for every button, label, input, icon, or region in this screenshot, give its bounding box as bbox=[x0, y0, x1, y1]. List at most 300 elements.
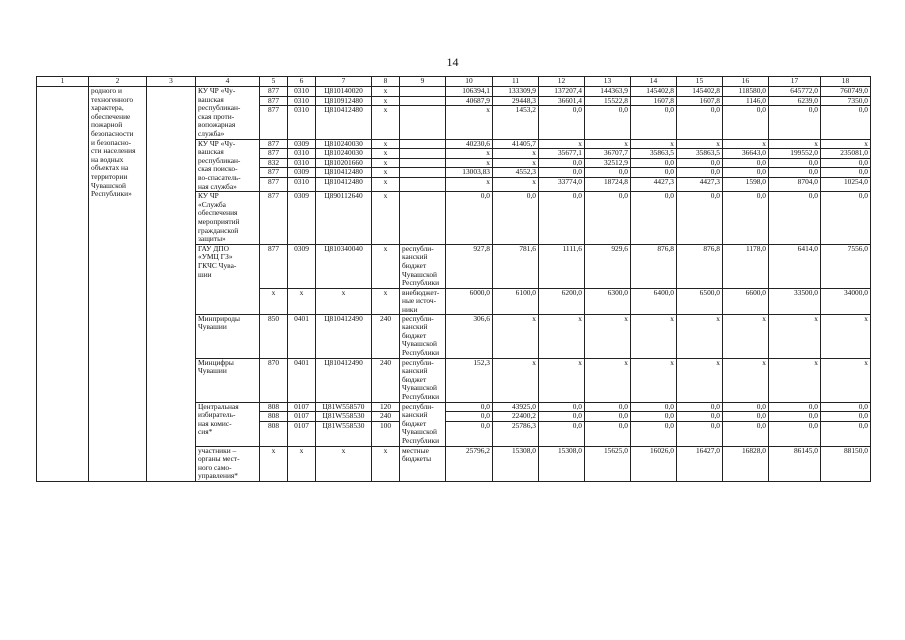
cell-line: 0,0 bbox=[769, 411, 820, 421]
cell-line: 4427,3 bbox=[631, 177, 676, 187]
value-block bbox=[677, 191, 722, 244]
cell-line bbox=[587, 384, 628, 393]
value-block bbox=[821, 446, 870, 481]
cell-line: 0,0 bbox=[539, 411, 584, 421]
cell-line bbox=[771, 253, 818, 262]
cell-line bbox=[495, 376, 536, 385]
cell-line bbox=[541, 376, 582, 385]
cell-line: 0107 bbox=[288, 411, 315, 421]
cell-line: 877 bbox=[260, 177, 287, 187]
cell-line: 1178,0 bbox=[745, 243, 766, 253]
column-number: 8 bbox=[372, 77, 400, 87]
cell-line: 4552,3 bbox=[493, 167, 538, 177]
cell-line: х bbox=[716, 313, 720, 323]
cell-line bbox=[318, 340, 369, 349]
cell-line bbox=[633, 455, 674, 464]
cell-line bbox=[262, 393, 285, 402]
value-block bbox=[288, 191, 315, 244]
cell-line: х bbox=[762, 357, 766, 367]
cell-line bbox=[495, 367, 536, 376]
cell-line bbox=[290, 253, 313, 262]
cell-line: 145402,8 bbox=[692, 86, 720, 95]
cell-line: 0,0 bbox=[769, 105, 820, 115]
cell-line: х bbox=[814, 138, 818, 148]
value-block bbox=[400, 358, 445, 402]
cell-line bbox=[541, 455, 582, 464]
cell-line: х bbox=[670, 357, 674, 367]
cell-line bbox=[290, 332, 313, 341]
cell-line bbox=[725, 455, 766, 464]
cell-line: сия* bbox=[198, 427, 213, 437]
cell-line bbox=[400, 148, 445, 158]
cell-line: х bbox=[383, 243, 388, 253]
cell-line bbox=[679, 455, 720, 464]
cell-line: 0,0 bbox=[769, 167, 820, 177]
cell-line bbox=[823, 253, 868, 262]
cell-line: 0,0 bbox=[664, 191, 674, 201]
cell-line bbox=[725, 332, 766, 341]
cell-line: 6200,0 bbox=[539, 288, 584, 298]
value-block bbox=[400, 446, 445, 481]
cell-line: «Служба bbox=[198, 199, 226, 209]
cell-line bbox=[541, 340, 582, 349]
cell-line: Чувашской bbox=[91, 180, 127, 190]
value-block bbox=[448, 87, 490, 139]
value-column-7 bbox=[316, 87, 372, 482]
cell-line bbox=[725, 340, 766, 349]
cell-line: 1146,0 bbox=[723, 96, 768, 106]
column-number: 2 bbox=[89, 77, 147, 87]
cell-line bbox=[823, 349, 868, 358]
cell-line: 0,0 bbox=[756, 191, 766, 201]
cell-line: 877 bbox=[267, 138, 280, 148]
cell-line: Центральная bbox=[198, 401, 239, 411]
cell-line: техногенного bbox=[91, 94, 134, 104]
cell-line: х bbox=[372, 288, 399, 298]
value-block bbox=[823, 87, 868, 139]
cell-line bbox=[541, 384, 582, 393]
cell-line bbox=[374, 349, 397, 358]
cell-line: Ц81W558530 bbox=[316, 411, 371, 421]
value-block bbox=[316, 191, 371, 244]
cell-line: внебюджет- bbox=[400, 288, 445, 298]
cell-line: канский bbox=[402, 366, 428, 376]
cell-line bbox=[290, 393, 313, 402]
cell-line: х bbox=[814, 313, 818, 323]
cell-line: 1607,8 bbox=[631, 96, 676, 106]
cell-line: 240 bbox=[372, 411, 399, 421]
value-block bbox=[316, 244, 371, 314]
cell-line bbox=[725, 323, 766, 332]
column-number: 3 bbox=[147, 77, 196, 87]
value-block bbox=[769, 314, 820, 358]
value-block bbox=[446, 402, 492, 446]
cell-line bbox=[823, 340, 868, 349]
cell-line: 6000,0 bbox=[446, 288, 492, 298]
cell-line bbox=[290, 384, 313, 393]
executor-cell bbox=[196, 87, 260, 482]
value-block bbox=[446, 314, 492, 358]
value-block bbox=[821, 191, 870, 244]
value-block bbox=[316, 358, 371, 402]
cell-line: вашская bbox=[198, 147, 224, 157]
cell-line: 15522,8 bbox=[585, 96, 630, 106]
value-block bbox=[372, 139, 399, 192]
cell-line: х bbox=[372, 105, 399, 115]
value-block bbox=[446, 446, 492, 481]
program-description-cell bbox=[89, 87, 147, 482]
cell-line: 88150,0 bbox=[843, 445, 868, 455]
value-block bbox=[821, 358, 870, 402]
executor-block bbox=[196, 446, 259, 481]
cell-line bbox=[290, 349, 313, 358]
value-block bbox=[585, 139, 630, 192]
cell-line: 1453,2 bbox=[493, 105, 538, 115]
cell-line: 240 bbox=[379, 313, 392, 323]
cell-line bbox=[495, 340, 536, 349]
cell-line: 0309 bbox=[294, 243, 309, 253]
cell-line: 6600,0 bbox=[723, 288, 768, 298]
cell-line: 240 bbox=[379, 357, 392, 367]
value-block bbox=[631, 402, 676, 446]
cell-line: 0310 bbox=[288, 158, 315, 168]
cell-line: х bbox=[578, 138, 582, 148]
cell-line: 0,0 bbox=[585, 421, 630, 431]
cell-line bbox=[448, 393, 490, 402]
cell-line bbox=[318, 367, 369, 376]
cell-line: участники – bbox=[198, 445, 237, 455]
cell-line bbox=[771, 262, 818, 271]
cell-line: х bbox=[372, 177, 399, 187]
column-number: 18 bbox=[821, 77, 871, 87]
cell-line: канский bbox=[402, 410, 428, 420]
cell-line bbox=[290, 340, 313, 349]
cell-line: 0401 bbox=[294, 357, 309, 367]
cell-line: 832 bbox=[260, 158, 287, 168]
cell-line: 29448,3 bbox=[493, 96, 538, 106]
value-block bbox=[288, 446, 315, 481]
cell-line: х bbox=[372, 158, 399, 168]
value-block bbox=[495, 87, 536, 139]
column-number: 14 bbox=[631, 77, 677, 87]
value-column-6 bbox=[288, 87, 316, 482]
cell-line bbox=[262, 332, 285, 341]
cell-line: канский bbox=[402, 252, 428, 262]
value-block bbox=[821, 244, 870, 314]
cell-line bbox=[318, 384, 369, 393]
value-block bbox=[723, 402, 768, 446]
cell-line: избиратель- bbox=[198, 410, 236, 420]
cell-line: 877 bbox=[260, 148, 287, 158]
cell-line bbox=[771, 279, 818, 288]
value-column-9 bbox=[400, 87, 446, 482]
value-block bbox=[821, 139, 870, 192]
value-block bbox=[539, 139, 584, 192]
cell-line: Ц810140020 bbox=[324, 86, 363, 95]
cell-line: 0,0 bbox=[677, 158, 722, 168]
value-block bbox=[260, 139, 287, 192]
cell-line: Ц810912480 bbox=[316, 96, 371, 106]
cell-line: сти населения bbox=[91, 146, 136, 156]
cell-line: х bbox=[864, 138, 868, 148]
cell-line bbox=[679, 323, 720, 332]
cell-line: 0,0 bbox=[585, 105, 630, 115]
cell-line: 0310 bbox=[288, 96, 315, 106]
cell-line: Чувашии bbox=[198, 366, 227, 376]
value-block bbox=[631, 191, 676, 244]
cell-line bbox=[679, 332, 720, 341]
cell-line: 0,0 bbox=[723, 421, 768, 431]
cell-line bbox=[290, 271, 313, 280]
column-number: 11 bbox=[493, 77, 539, 87]
cell-line: 0,0 bbox=[710, 191, 720, 201]
value-block bbox=[539, 191, 584, 244]
value-block bbox=[316, 446, 371, 481]
cell-line bbox=[541, 262, 582, 271]
cell-line bbox=[633, 297, 674, 306]
cell-line bbox=[318, 271, 369, 280]
value-block bbox=[723, 358, 768, 402]
cell-line: 877 bbox=[267, 243, 280, 253]
executor-block bbox=[196, 191, 259, 244]
value-block bbox=[631, 314, 676, 358]
value-block bbox=[677, 139, 722, 192]
cell-line: 0107 bbox=[288, 421, 315, 431]
cell-line: 0,0 bbox=[631, 105, 676, 115]
cell-line bbox=[541, 279, 582, 288]
cell-line: 36601,4 bbox=[539, 96, 584, 106]
cell-line: КУ ЧР «Чу- bbox=[198, 138, 236, 148]
cell-line bbox=[541, 297, 582, 306]
cell-line: 36643,0 bbox=[723, 148, 768, 158]
cell-line: х bbox=[716, 357, 720, 367]
cell-line: 781,6 bbox=[519, 243, 536, 253]
cell-line: 877 bbox=[267, 86, 280, 95]
value-block bbox=[631, 358, 676, 402]
cell-line bbox=[541, 323, 582, 332]
value-column-11 bbox=[493, 87, 539, 482]
cell-line: х bbox=[864, 313, 868, 323]
value-block bbox=[769, 139, 820, 192]
value-block bbox=[539, 402, 584, 446]
cell-line bbox=[262, 279, 285, 288]
cell-line: Ц81W558530 bbox=[316, 421, 371, 431]
cell-line: Ц81W558570 bbox=[322, 401, 365, 411]
cell-line: республикан- bbox=[198, 103, 241, 113]
cell-line: х bbox=[493, 148, 538, 158]
cell-line: 15308,0 bbox=[557, 445, 582, 455]
cell-line: 0310 bbox=[288, 148, 315, 158]
value-block bbox=[677, 244, 722, 314]
value-block bbox=[585, 314, 630, 358]
cell-line bbox=[448, 297, 490, 306]
cell-line bbox=[290, 279, 313, 288]
cell-line bbox=[587, 262, 628, 271]
cell-line: 0,0 bbox=[808, 401, 818, 411]
column-number: 15 bbox=[677, 77, 723, 87]
value-block bbox=[260, 358, 287, 402]
cell-line: 6500,0 bbox=[677, 288, 722, 298]
cell-line bbox=[679, 253, 720, 262]
cell-line: республикан- bbox=[198, 155, 241, 165]
value-block bbox=[539, 446, 584, 481]
cell-line: Чувашии bbox=[198, 322, 227, 332]
cell-line: Ц810240030 bbox=[324, 138, 363, 148]
cell-line bbox=[290, 376, 313, 385]
value-block bbox=[372, 402, 399, 446]
cell-line bbox=[633, 340, 674, 349]
cell-line: безопасности bbox=[91, 128, 134, 138]
cell-line: КУ ЧР bbox=[198, 191, 219, 201]
cell-line: 850 bbox=[267, 313, 280, 323]
executor-block bbox=[196, 139, 259, 192]
cell-line: 137207,4 bbox=[554, 86, 582, 95]
cell-line: 16427,0 bbox=[695, 445, 720, 455]
cell-line bbox=[679, 262, 720, 271]
cell-line bbox=[541, 393, 582, 402]
cell-line: характера, bbox=[91, 103, 124, 113]
cell-line: 6300,0 bbox=[585, 288, 630, 298]
cell-line: обеспечения bbox=[198, 208, 238, 218]
cell-line bbox=[400, 177, 445, 187]
cell-line bbox=[679, 384, 720, 393]
cell-line: 0,0 bbox=[723, 167, 768, 177]
cell-line: управления* bbox=[198, 471, 238, 481]
value-block bbox=[769, 358, 820, 402]
cell-line: 145402,8 bbox=[646, 86, 674, 95]
cell-line: на водных bbox=[91, 154, 124, 164]
executor-block bbox=[196, 358, 259, 402]
cell-line: х bbox=[383, 191, 388, 201]
cell-line bbox=[771, 384, 818, 393]
cell-line bbox=[262, 271, 285, 280]
cell-line: 0,0 bbox=[585, 167, 630, 177]
cell-line bbox=[448, 340, 490, 349]
cell-line: 7556,0 bbox=[847, 243, 868, 253]
column-number: 7 bbox=[316, 77, 372, 87]
cell-line bbox=[587, 323, 628, 332]
cell-line: 0,0 bbox=[769, 421, 820, 431]
cell-line: х bbox=[762, 138, 766, 148]
cell-line: республи- bbox=[402, 243, 434, 253]
cell-line bbox=[725, 271, 766, 280]
cell-line: 43925,0 bbox=[511, 401, 536, 411]
value-column-10 bbox=[446, 87, 493, 482]
cell-line: 877 bbox=[260, 96, 287, 106]
cell-line: х bbox=[864, 357, 868, 367]
value-block bbox=[372, 244, 399, 314]
value-block bbox=[821, 402, 870, 446]
col-1-cell bbox=[37, 87, 89, 482]
cell-line: республи- bbox=[402, 357, 434, 367]
value-block bbox=[493, 446, 538, 481]
cell-line: 0,0 bbox=[821, 105, 870, 115]
cell-line bbox=[262, 376, 285, 385]
cell-line: Ц810412480 bbox=[316, 105, 371, 115]
cell-line: х bbox=[670, 313, 674, 323]
cell-line: 0,0 bbox=[526, 191, 536, 201]
cell-line: 306,6 bbox=[473, 313, 490, 323]
cell-line: 7350,0 bbox=[821, 96, 870, 106]
cell-line: 0,0 bbox=[821, 411, 870, 421]
cell-line bbox=[495, 349, 536, 358]
value-block bbox=[400, 139, 445, 192]
cell-line bbox=[495, 253, 536, 262]
value-block bbox=[585, 446, 630, 481]
value-block bbox=[288, 358, 315, 402]
cell-line bbox=[318, 455, 369, 464]
cell-line bbox=[448, 271, 490, 280]
cell-line: Минцифры bbox=[198, 357, 234, 367]
cell-line bbox=[262, 253, 285, 262]
cell-line bbox=[374, 384, 397, 393]
cell-line bbox=[374, 323, 397, 332]
cell-line bbox=[374, 376, 397, 385]
cell-line: Республики bbox=[402, 278, 440, 288]
cell-line: ная комис- bbox=[198, 418, 232, 428]
cell-line: 1111,6 bbox=[562, 243, 582, 253]
cell-line: 33774,0 bbox=[539, 177, 584, 187]
cell-line: 0,0 bbox=[756, 401, 766, 411]
cell-line: 6414,0 bbox=[797, 243, 818, 253]
cell-line bbox=[448, 455, 490, 464]
cell-line bbox=[823, 323, 868, 332]
cell-line: 808 bbox=[267, 401, 280, 411]
cell-line bbox=[823, 279, 868, 288]
cell-line bbox=[587, 253, 628, 262]
cell-line bbox=[318, 393, 369, 402]
cell-line bbox=[679, 271, 720, 280]
cell-line bbox=[725, 349, 766, 358]
cell-line: х bbox=[316, 288, 371, 298]
cell-line bbox=[541, 367, 582, 376]
cell-line bbox=[400, 96, 445, 106]
cell-line bbox=[495, 393, 536, 402]
value-block bbox=[316, 314, 371, 358]
cell-line bbox=[318, 323, 369, 332]
cell-line: 6400,0 bbox=[631, 288, 676, 298]
cell-line: 0,0 bbox=[858, 191, 868, 201]
cell-line: 0,0 bbox=[480, 191, 490, 201]
cell-line bbox=[374, 393, 397, 402]
value-column-8 bbox=[372, 87, 400, 482]
cell-line: 0310 bbox=[294, 86, 309, 95]
cell-line bbox=[495, 323, 536, 332]
executor-block bbox=[196, 402, 259, 446]
value-block bbox=[723, 191, 768, 244]
cell-line: 808 bbox=[260, 421, 287, 431]
cell-line: х bbox=[493, 177, 538, 187]
cell-line: вашская bbox=[198, 94, 224, 104]
cell-line: Чувашской bbox=[402, 383, 438, 393]
cell-line: 25796,2 bbox=[465, 445, 490, 455]
cell-line bbox=[771, 376, 818, 385]
value-column-12 bbox=[539, 87, 585, 482]
cell-line: территории bbox=[91, 171, 128, 181]
value-block bbox=[585, 402, 630, 446]
cell-line bbox=[771, 349, 818, 358]
cell-line: 40230,6 bbox=[465, 138, 490, 148]
cell-line bbox=[541, 332, 582, 341]
cell-line bbox=[400, 167, 445, 177]
cell-line bbox=[771, 367, 818, 376]
cell-line bbox=[402, 140, 443, 149]
value-block bbox=[541, 87, 582, 139]
value-block bbox=[585, 244, 630, 314]
cell-line: Чувашской bbox=[402, 269, 438, 279]
cell-line bbox=[587, 340, 628, 349]
cell-line: обеспечение bbox=[91, 111, 131, 121]
